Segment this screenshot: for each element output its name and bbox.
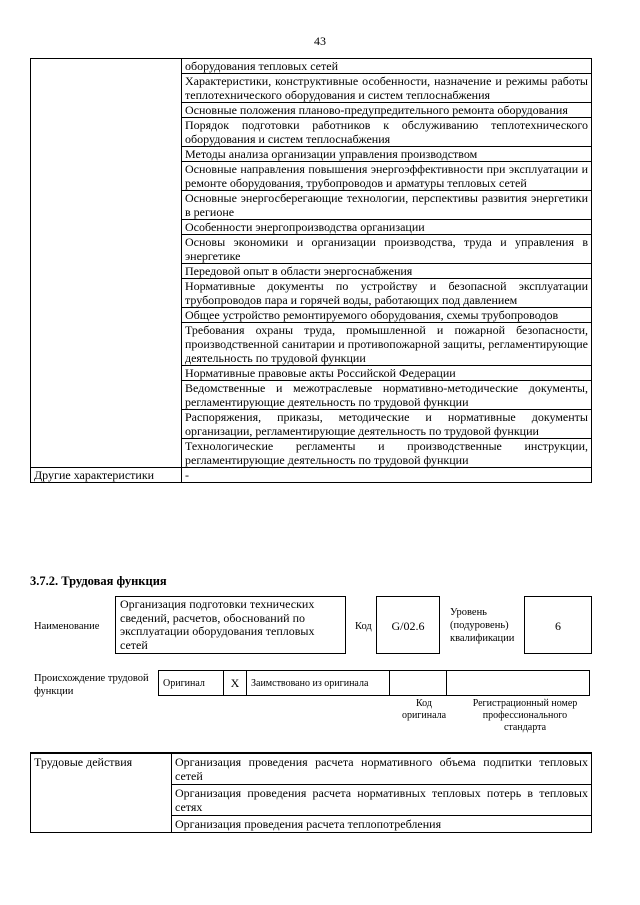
name-label: Наименование: [34, 621, 100, 632]
registration-caption-line-2: профессионального: [482, 710, 568, 721]
function-code-box: G/02.6: [376, 596, 440, 654]
knowledge-item: Передовой опыт в области энергоснабжения: [182, 264, 592, 279]
labor-action-item: Организация проведения расчета нормативного объема подпитки тепловых сетей: [172, 753, 592, 785]
registration-caption: [460, 698, 590, 734]
other-characteristics-value: -: [182, 468, 592, 483]
original-cell: Оригинал: [159, 671, 224, 696]
labor-action-row: [31, 753, 592, 785]
registration-caption-line-1: Регистрационный номер: [472, 698, 578, 709]
level-label: [450, 606, 520, 645]
origin-label-line-2: функции: [34, 686, 74, 697]
knowledge-item: Технологические регламенты и производственные инструкции, регламентирующие деятельность по трудовой функции: [182, 439, 592, 468]
knowledge-table: [30, 58, 592, 483]
level-label-line-1: Уровень: [450, 607, 487, 618]
other-characteristics-row: [31, 468, 592, 483]
code-caption-line-1: Код: [416, 698, 432, 709]
code-caption-line-2: оригинала: [401, 710, 447, 721]
knowledge-item: Особенности энергопроизводства организации: [182, 220, 592, 235]
section-heading: 3.7.2. Трудовая функция: [30, 574, 167, 588]
knowledge-item: Методы анализа организации управления производством: [182, 147, 592, 162]
knowledge-item: Нормативные документы по устройству и безопасной эксплуатации трубопроводов пара и горячей воды, работающих под давлением: [182, 279, 592, 308]
page-number: 43: [314, 34, 326, 48]
borrowed-cell: Заимствовано из оригинала: [247, 671, 390, 696]
origin-label-line-1: Происхождение трудовой: [34, 673, 149, 684]
origin-table: [158, 670, 590, 696]
knowledge-item: Ведомственные и межотраслевые нормативно-методические документы, регламентирующие деятельность по трудовой функции: [182, 381, 592, 410]
knowledge-item: Характеристики, конструктивные особенности, назначение и режимы работы теплотехнического оборудования и систем теплоснабжения: [182, 74, 592, 103]
code-caption: [392, 698, 456, 722]
original-code-cell: [390, 671, 447, 696]
knowledge-item: оборудования тепловых сетей: [182, 59, 592, 74]
labor-actions-label: Трудовые действия: [31, 753, 172, 833]
knowledge-item: Порядок подготовки работников к обслуживанию теплотехнического оборудования и систем теплоснабжения: [182, 118, 592, 147]
registration-caption-line-3: стандарта: [503, 722, 547, 733]
knowledge-item: Общее устройство ремонтируемого оборудования, схемы трубопроводов: [182, 308, 592, 323]
knowledge-left-cell: [31, 59, 182, 468]
knowledge-item: Основы экономики и организации производства, труда и управления в энергетике: [182, 235, 592, 264]
other-characteristics-label: Другие характеристики: [31, 468, 182, 483]
qualification-level-box: 6: [524, 596, 592, 654]
labor-action-item: Организация проведения расчета нормативных тепловых потерь в тепловых сетях: [172, 785, 592, 816]
knowledge-item: Основные направления повышения энергоэффективности при эксплуатации и ремонте оборудования, трубопроводов и арматуры тепловых сетей: [182, 162, 592, 191]
knowledge-item: Основные положения планово-предупредительного ремонта оборудования: [182, 103, 592, 118]
level-label-line-2: (подуровень): [450, 620, 509, 631]
knowledge-item: Нормативные правовые акты Российской Федерации: [182, 366, 592, 381]
code-label: Код: [355, 621, 372, 632]
registration-number-cell: [447, 671, 590, 696]
knowledge-row: [31, 59, 592, 74]
function-name-box: Организация подготовки технических сведений, расчетов, обоснований по эксплуатации оборудования тепловых сетей: [115, 596, 346, 654]
knowledge-item: Требования охраны труда, промышленной и пожарной безопасности, производственной санитарии и противопожарной защиты, регламентирующие деятельность по трудовой функции: [182, 323, 592, 366]
labor-actions-table: [30, 752, 592, 833]
knowledge-item: Распоряжения, приказы, методические и нормативные документы организации, регламентирующие деятельность по трудовой функции: [182, 410, 592, 439]
knowledge-item: Основные энергосберегающие технологии, перспективы развития энергетики в регионе: [182, 191, 592, 220]
level-label-line-3: квалификации: [450, 633, 515, 644]
original-mark: X: [224, 671, 247, 696]
origin-label: [34, 672, 149, 698]
labor-action-item: Организация проведения расчета теплопотребления: [172, 816, 592, 833]
